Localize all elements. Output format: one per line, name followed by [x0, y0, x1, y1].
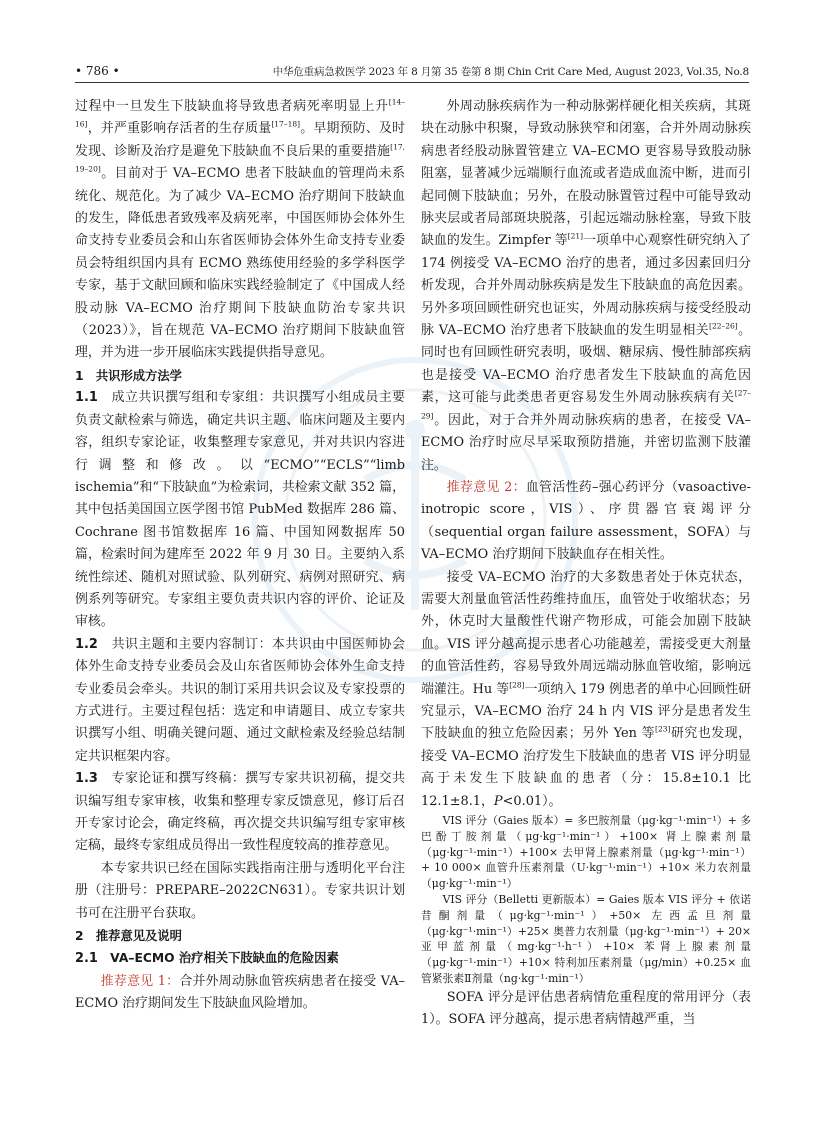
pad-paragraph: 外周动脉疾病作为一种动脉粥样硬化相关疾病，其斑块在动脉中积聚，导致动脉狭窄和闭塞，合并外周动脉疾病患者经股动脉置管建立 VA–ECMO 更容易导致股动脉阻塞，显著减少远端顺行血流或者造成血流中断，进而引起同侧下肢缺血；另外，在股动脉置管过程中可能导致动脉夹层或者局部斑块脱落，引起远端动脉栓塞，导致下肢缺血的发生。Zimpfer 等[21]一项单中心观察性研究纳入了 174 例接受 VA–ECMO 治疗的患者，通过多因素回归分析发现，合并外周动脉疾病是发生下肢缺血的高危因素。另外多项回顾性研究也证实，外周动脉疾病与接受经股动脉 VA–ECMO 治疗患者下肢缺血的发生明显相关[22–26]。同时也有回顾性研究表明，吸烟、糖尿病、慢性肺部疾病也是接受 VA–ECMO 治疗患者发生下肢缺血的高危因素，这可能与此类患者更容易发生外周动脉疾病有关[27–29]。因此，对于合并外周动脉疾病的患者，在接受 VA–ECMO 治疗时应尽早采取预防措施，并密切监测下肢灌注。 [421, 99, 752, 473]
recommendation-1: 推荐意见 1：合并外周动脉血管疾病患者在接受 VA–ECMO 治疗期间发生下肢缺血风险增加。 [75, 973, 405, 1012]
recommendation-2: 推荐意见 2：血管活性药–强心药评分（vasoactive-inotropic score，VIS）、序贯器官衰竭评分（sequential organ failure assessment，SOFA）与 VA–ECMO 治疗期间下肢缺血存在相关性。 [421, 479, 751, 563]
section-2-1-title: 2.1 VA–ECMO 治疗相关下肢缺血的危险因素 [75, 951, 339, 967]
section-1-3: 1.3 专家论证和撰写终稿：撰写专家共识初稿，提交共识编写组专家审核，收集和整理专家反馈意见，修订后召开专家讨论会，确定终稿，再次提交共识编写组专家审核定稿，最终专家组成员得出一致性程度较高的推荐意见。 [75, 771, 405, 854]
vis-gaies-formula: VIS 评分（Gaies 版本）= 多巴胺剂量（μg·kg⁻¹·min⁻¹）+ 多巴酚丁胺剂量（μg·kg⁻¹·min⁻¹）+100× 肾上腺素剂量（μg·kg⁻¹·min⁻¹）+100× 去甲肾上腺素剂量（μg·kg⁻¹·min⁻¹）+ 10 000× 血管升压素剂量（U·kg⁻¹·min⁻¹）+10× 米力农剂量（μg·kg⁻¹·min⁻¹） [421, 814, 751, 891]
journal-citation: 中华危重病急救医学 2023 年 8 月第 35 卷第 8 期 Chin Crit Care Med, August 2023, Vol.35, No.8 [272, 66, 749, 78]
vis-belletti-formula: VIS 评分（Belletti 更新版本）= Gaies 版本 VIS 评分 + 依诺昔酮剂量（μg·kg⁻¹·min⁻¹）+50× 左西孟旦剂量（μg·kg⁻¹·min⁻¹）+25× 奥普力农剂量（μg·kg⁻¹·min⁻¹）+ 20× 亚甲蓝剂量（mg·kg⁻¹·h⁻¹）+10× 苯肾上腺素剂量（μg·kg⁻¹·min⁻¹）+10× 特利加压素剂量（μg/min）+0.25× 血管紧张素Ⅱ剂量（ng·kg⁻¹·min⁻¹） [421, 892, 751, 985]
section-2-heading: 2 推荐意见及说明 [75, 929, 182, 944]
registration-paragraph: 本专家共识已经在国际实践指南注册与透明化平台注册（注册号：PREPARE–2022CN631）。专家共识计划书可在注册平台获取。 [75, 860, 405, 921]
section-1-heading: 1 共识形成方法学 [75, 368, 182, 383]
section-1-2: 1.2 共识主题和主要内容制订：本共识由中国医师协会体外生命支持专业委员会及山东省医师协会体外生命支持专业委员会牵头。共识的制订采用共识会议及专家投票的方式进行。主要过程包括：选定和申请题目、成立专家共识撰写小组、明确关键问题、通过文献检索及经验总结制定共识框架内容。 [75, 636, 405, 764]
intro-paragraph: 过程中一旦发生下肢缺血将导致患者病死率明显上升[14–16]，并严重影响存活者的生存质量[17–18]。早期预防、及时发现、诊断及治疗是避免下肢缺血不良后果的重要措施[17, 19–20]。目前对于 VA–ECMO 患者下肢缺血的管理尚未系统化、规范化。为了减少 VA–ECMO 治疗期间下肢缺血的发生，降低患者致残率及病死率，中国医师协会体外生命支持专业委员会和山东省医师协会体外生命支持专业委员会特组织国内具有 ECMO 熟练使用经验的多学科医学专家，基于文献回顾和临床实践经验制定了《中国成人经股动脉 VA–ECMO 治疗期间下肢缺血防治专家共识（2023）》，旨在规范 VA–ECMO 治疗期间下肢缺血管理，并为进一步开展临床实践提供指导意见。 [75, 97, 406, 361]
page-header [75, 60, 749, 83]
sofa-paragraph: SOFA 评分是评估患者病情危重程度的常用评分（表 1）。SOFA 评分越高，提示患者病情越严重，当 [421, 989, 751, 1028]
vis-paragraph: 接受 VA–ECMO 治疗的大多数患者处于休克状态，需要大剂量血管活性药维持血压，血管处于收缩状态；另外，休克时大量酸性代谢产物形成，可能会加剧下肢缺血。VIS 评分越高提示患者心功能越差，需接受更大剂量的血管活性药，容易导致外周远端动脉血管收缩，影响远端灌注。Hu 等[28]一项纳入 179 例患者的单中心回顾性研究显示，VA–ECMO 治疗 24 h 内 VIS 评分是患者发生下肢缺血的独立危险因素；另外 Yen 等[23]研究也发现，接受 VA–ECMO 治疗发生下肢缺血的患者 VIS 评分明显高于未发生下肢缺血的患者（分：15.8±10.1 比 12.1±8.1，P<0.01）。 [421, 569, 752, 809]
left-column [75, 96, 405, 1016]
right-column [421, 96, 751, 1032]
page-number: • 786 • [75, 64, 120, 78]
section-1-1: 1.1 成立共识撰写组和专家组：共识撰写小组成员主要负责文献检索与筛选，确定共识主题、临床问题及主要内容，组织专家论证，收集整理专家意见，并对共识内容进行调整和修改。以“ECMO”“ECLS”“limb ischemia”和“下肢缺血”为检索词，共检索文献 352 篇，其中包括美国国立医学图书馆 PubMed 数据库 286 篇、Cochrane 图书馆数据库 16 篇、中国知网数据库 50 篇，检索时间为建库至 2022 年 9 月 30 日。主要纳入系统性综述、随机对照试验、队列研究、病例对照研究、病例系列等研究。专家组主要负责共识内容的评价、论证及审核。 [75, 390, 405, 630]
